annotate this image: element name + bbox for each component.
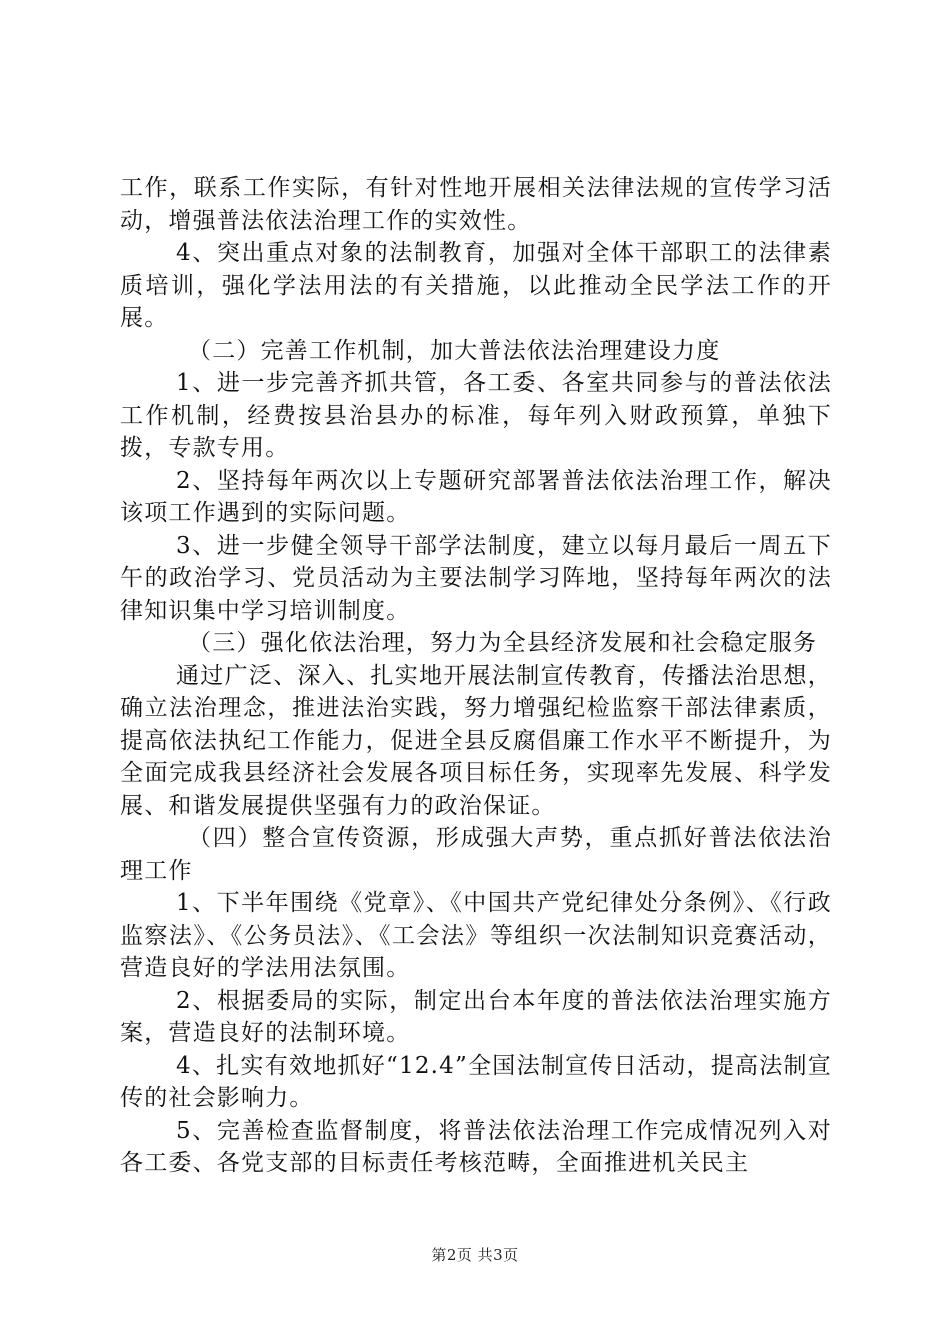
page-number-footer: 第2页 共3页 bbox=[431, 1246, 519, 1264]
paragraph-item-4-publicity-day: 4、扎实有效地抓好“12.4”全国法制宣传日活动，提高法制宣传的社会影响力。 bbox=[120, 1052, 832, 1111]
section-heading-4: （四）整合宣传资源，形成强大声势，重点抓好普法依法治理工作 bbox=[120, 825, 832, 884]
paragraph-item-2-research: 2、坚持每年两次以上专题研究部署普法依法治理工作，解决该项工作遇到的实际问题。 bbox=[120, 467, 832, 526]
paragraph-item-4-education: 4、突出重点对象的法制教育，加强对全体干部职工的法律素质培训，强化学法用法的有关措施，以此推动全民学法工作的开展。 bbox=[120, 240, 832, 331]
section-heading-3: （三）强化依法治理，努力为全县经济发展和社会稳定服务 bbox=[188, 630, 818, 656]
section-heading-2: （二）完善工作机制，加大普法依法治理建设力度 bbox=[188, 337, 721, 364]
paragraph-governance-body: 通过广泛、深入、扎实地开展法制宣传教育，传播法治思想，确立法治理念，推进法治实践，努力增强纪检监察干部法律素质，提高依法执纪工作能力，促进全县反腐倡廉工作水平不断提升，为全面完成我县经济社会发展各项目标任务，实现率先发展、科学发展、和谐发展提供坚强有力的政治保证。 bbox=[120, 662, 832, 819]
paragraph-continuation: 工作，联系工作实际，有针对性地开展相关法律法规的宣传学习活动，增强普法依法治理工作的实效性。 bbox=[120, 175, 832, 234]
paragraph-item-3-study-system: 3、进一步健全领导干部学法制度，建立以每月最后一周五下午的政治学习、党员活动为主要法制学习阵地，坚持每年两次的法律知识集中学习培训制度。 bbox=[120, 532, 832, 624]
paragraph-item-1-contest: 1、下半年围绕《党章》、《中国共产党纪律处分条例》、《行政监察法》、《公务员法》、《工会法》等组织一次法制知识竞赛活动，营造良好的学法用法氛围。 bbox=[120, 890, 832, 981]
paragraph-item-2-plan: 2、根据委局的实际，制定出台本年度的普法依法治理实施方案，营造良好的法制环境。 bbox=[120, 987, 832, 1046]
paragraph-item-1-mechanism: 1、进一步完善齐抓共管，各工委、各室共同参与的普法依法工作机制，经费按县治县办的标准，每年列入财政预算，单独下拨，专款专用。 bbox=[120, 370, 832, 461]
document-body bbox=[120, 172, 832, 1180]
paragraph-item-5-supervision: 5、完善检查监督制度，将普法依法治理工作完成情况列入对各工委、各党支部的目标责任考核范畴，全面推进机关民主 bbox=[120, 1117, 832, 1176]
